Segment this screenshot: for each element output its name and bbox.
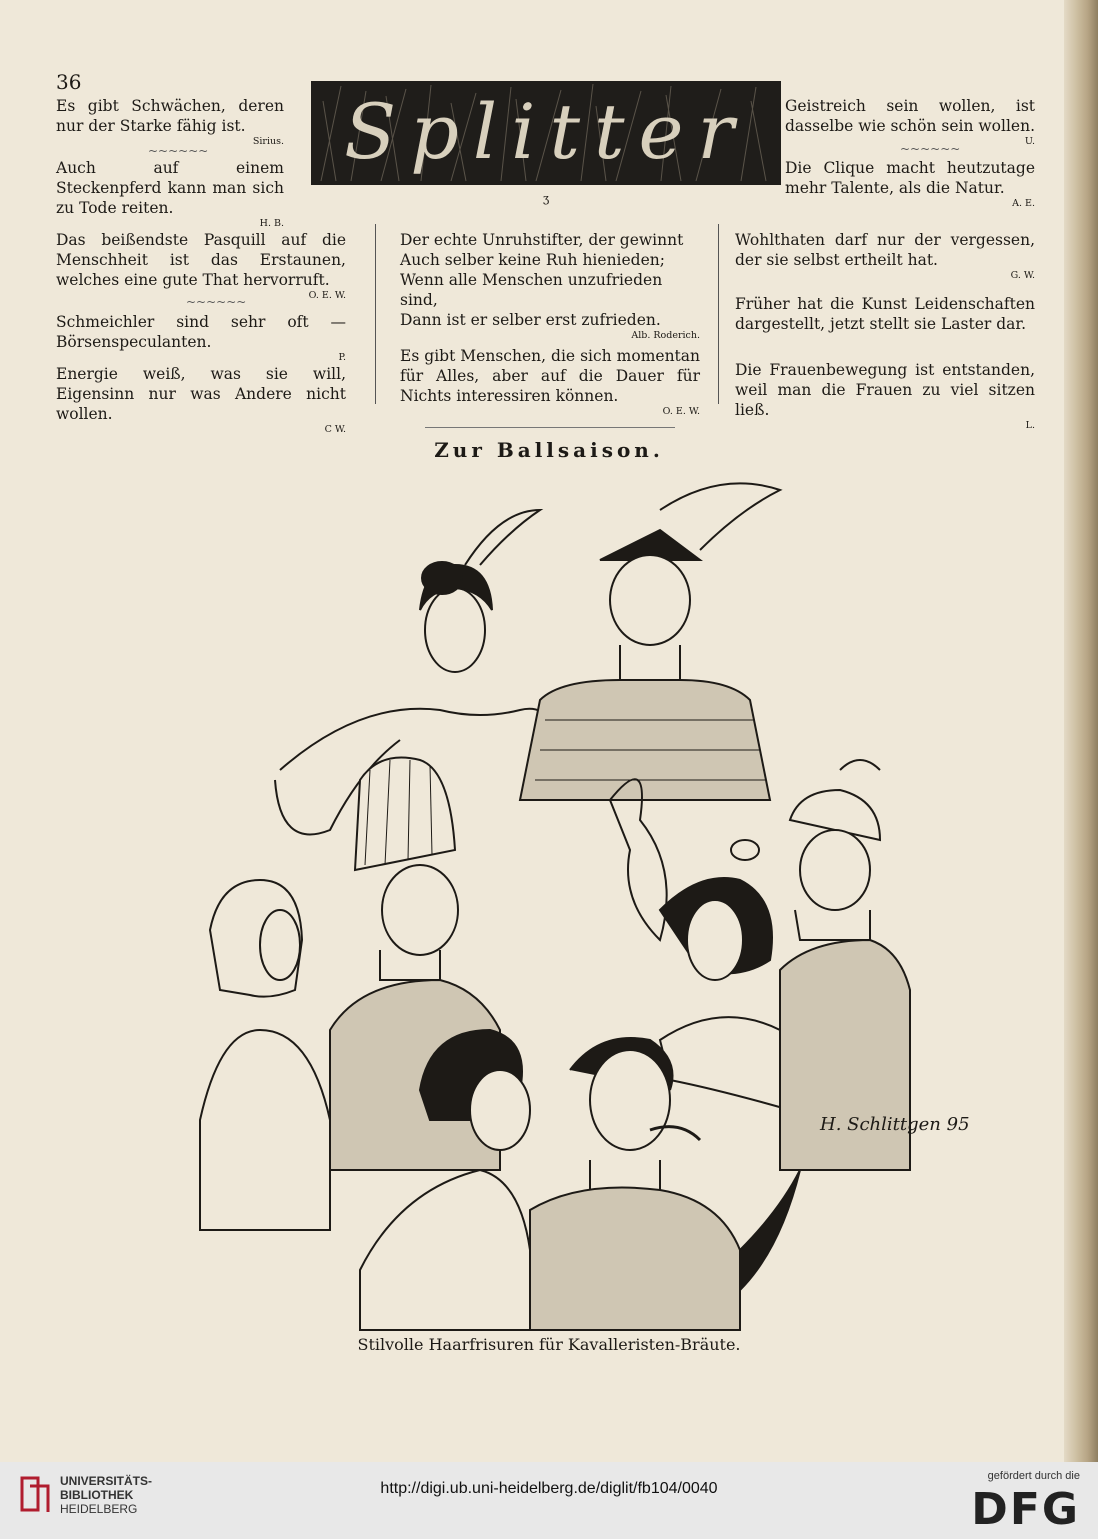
university-name-line: UNIVERSITÄTS- (60, 1474, 153, 1488)
banner-mark: ʒ (543, 192, 550, 205)
aphorism-signature: O. E. W. (662, 406, 700, 417)
aphorism-text: Es gibt Schwächen, deren nur der Starke fähig ist. (56, 97, 284, 135)
separator: ~~~~~~ (186, 295, 247, 309)
poem-line: Wenn alle Menschen unzufrieden sind, (400, 271, 663, 309)
aphorism-text: Die Clique macht heutzutage mehr Talente, als die Natur. (785, 159, 1035, 197)
aphorism-right-2 (785, 158, 1035, 210)
permalink-url[interactable]: http://digi.ub.uni-heidelberg.de/diglit/fb104/0040 (380, 1480, 718, 1497)
aphorism-col3-1 (735, 230, 1035, 282)
column-divider (718, 224, 719, 404)
aphorism-text: Es gibt Menschen, die sich momentan für Alles, aber auf die Dauer für Nichts interessiren können. (400, 347, 700, 405)
aphorism-col3-2 (735, 294, 1035, 334)
soldier-helmet-figure (780, 760, 910, 1170)
illustration-caption: Stilvolle Haarfrisuren für Kavalleristen-Bräute. (357, 1335, 741, 1354)
university-name-line: BIBLIOTHEK (60, 1488, 134, 1502)
banner-title: Splitter (344, 87, 748, 176)
aphorism-text: Wohlthaten darf nur der vergessen, der sie selbst ertheilt hat. (735, 231, 1035, 269)
university-name-line: HEIDELBERG (60, 1502, 138, 1516)
aphorism-signature: Sirius. (252, 136, 284, 147)
aphorism-signature: P. (338, 352, 346, 363)
aphorism-col2-poem (400, 230, 700, 342)
poem-line: Dann ist er selber erst zufrieden. (400, 311, 661, 329)
aphorism-signature: G. W. (1010, 270, 1035, 281)
aphorism-text: Schmeichler sind sehr oft — Börsenspeculanten. (56, 313, 346, 351)
aphorism-signature: L. (1025, 420, 1035, 431)
aphorism-text: Früher hat die Kunst Leidenschaften dargestellt, jetzt stellt sie Laster dar. (735, 295, 1035, 333)
aphorism-text: Die Frauenbewegung ist entstanden, weil man die Frauen zu viel sitzen ließ. (735, 361, 1035, 419)
aphorism-col1-3 (56, 364, 346, 436)
aphorism-text: Geistreich sein wollen, ist dasselbe wie schön sein wollen. (785, 97, 1035, 135)
aphorism-text: Energie weiß, was sie will, Eigensinn nur was Andere nicht wollen. (56, 365, 346, 423)
viewer-footer (0, 1462, 1098, 1539)
aphorism-signature: O. E. W. (308, 290, 346, 301)
aphorism-signature: C W. (324, 424, 346, 435)
funding-note: gefördert durch die (987, 1470, 1080, 1482)
aphorism-signature: Alb. Roderich. (631, 330, 700, 341)
aphorism-col2-2 (400, 346, 700, 418)
dfg-logo: DFG (971, 1484, 1080, 1535)
aphorism-left-1 (56, 96, 284, 148)
aphorism-right-1 (785, 96, 1035, 148)
separator: ~~~~~~ (148, 144, 209, 158)
officer-top-figure (520, 483, 780, 800)
lady-left-figure (200, 880, 330, 1230)
officer-bottom-figure (530, 1038, 800, 1330)
poem-line: Der echte Unruhstifter, der gewinnt (400, 231, 684, 249)
aphorism-signature: U. (1024, 136, 1035, 147)
aphorism-col3-3 (735, 360, 1035, 432)
artist-signature: H. Schlittgen 95 (820, 1114, 970, 1135)
section-title: Zur Ballsaison. (434, 438, 664, 462)
section-rule (425, 427, 675, 428)
poem-line: Auch selber keine Ruh hienieden; (400, 251, 665, 269)
aphorism-col1-2 (56, 312, 346, 364)
column-divider (375, 224, 376, 404)
aphorism-text: Das beißendste Pasquill auf die Menschheit ist das Erstaunen, welches eine gute That hervorruft. (56, 231, 346, 289)
separator: ~~~~~~ (900, 142, 961, 156)
binding-edge (1064, 0, 1098, 1462)
aphorism-text: Auch auf einem Steckenpferd kann man sich zu Tode reiten. (56, 159, 284, 217)
aphorism-signature: H. B. (259, 218, 284, 229)
page-number: 36 (56, 70, 82, 94)
splitter-banner (311, 81, 781, 185)
ball-illustration (180, 470, 970, 1330)
aphorism-signature: A. E. (1012, 198, 1035, 209)
aphorism-col1-1 (56, 230, 346, 302)
aphorism-left-2 (56, 158, 284, 230)
